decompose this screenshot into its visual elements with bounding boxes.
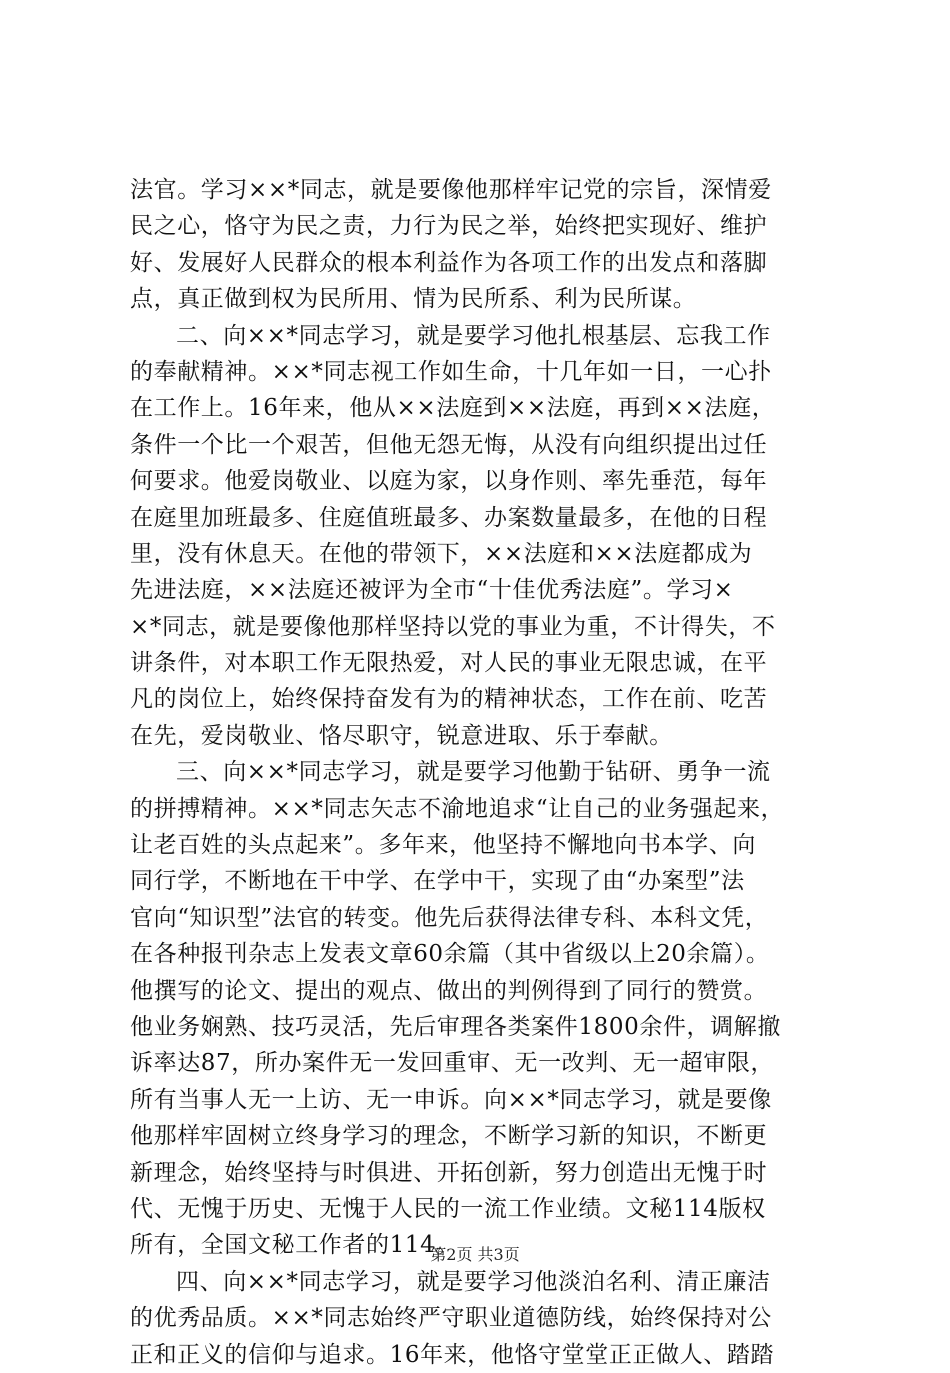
- text-line: ×*同志，就是要像他那样坚持以党的事业为重，不计得失，不: [130, 613, 776, 640]
- text-line: 何要求。他爱岗敬业、以庭为家，以身作则、率先垂范，每年: [130, 468, 768, 495]
- text-line: 在各种报刊杂志上发表文章60余篇（其中省级以上20余篇）。: [130, 941, 770, 968]
- text-line: 法官。学习××*同志，就是要像他那样牢记党的宗旨，深情爱: [130, 177, 772, 203]
- text-line: 正和正义的信仰与追求。16年来，他恪守堂堂正正做人、踏踏: [130, 1341, 775, 1368]
- text-line: 讲条件，对本职工作无限热爱，对人民的事业无限忠诚，在平: [130, 650, 768, 677]
- text-line: 他撰写的论文、提出的观点、做出的判例得到了同行的赞赏。: [130, 977, 768, 1004]
- text-line: 官向“知识型”法官的转变。他先后获得法律专科、本科文凭，: [130, 904, 769, 931]
- text-line: 所有，全国文秘工作者的114。: [130, 1232, 459, 1259]
- page-number-footer: 第2页 共3页: [430, 1245, 520, 1264]
- document-body: [130, 172, 830, 1373]
- text-line: 诉率达87，所办案件无一发回重审、无一改判、无一超审限，: [130, 1050, 775, 1077]
- text-line: 他那样牢固树立终身学习的理念，不断学习新的知识，不断更: [130, 1123, 768, 1150]
- paragraph-start-line: 四、向××*同志学习，就是要学习他淡泊名利、清正廉洁: [176, 1268, 771, 1295]
- text-line: 先进法庭，××法庭还被评为全市“十佳优秀法庭”。学习×: [130, 577, 734, 604]
- text-line: 里，没有休息天。在他的带领下，××法庭和××法庭都成为: [130, 540, 753, 567]
- text-line: 凡的岗位上，始终保持奋发有为的精神状态，工作在前、吃苦: [130, 686, 768, 713]
- text-line: 好、发展好人民群众的根本利益作为各项工作的出发点和落脚: [130, 249, 768, 276]
- text-line: 新理念，始终坚持与时俱进、开拓创新，努力创造出无愧于时: [130, 1159, 768, 1186]
- text-line: 条件一个比一个艰苦，但他无怨无悔，从没有向组织提出过任: [130, 431, 768, 458]
- text-line: 民之心，恪守为民之责，力行为民之举，始终把实现好、维护: [130, 213, 768, 240]
- text-line: 的奉献精神。××*同志视工作如生命，十几年如一日，一心扑: [130, 358, 772, 385]
- text-line: 所有当事人无一上访、无一申诉。向××*同志学习，就是要像: [130, 1086, 772, 1113]
- text-line: 在庭里加班最多、住庭值班最多、办案数量最多，在他的日程: [130, 504, 768, 531]
- text-line: 的优秀品质。××*同志始终严守职业道德防线，始终保持对公: [130, 1305, 772, 1332]
- text-line: 同行学，不断地在干中学、在学中干，实现了由“办案型”法: [130, 868, 745, 895]
- text-line: 让老百姓的头点起来”。多年来，他坚持不懈地向书本学、向: [130, 832, 756, 859]
- paragraph-start-line: 二、向××*同志学习，就是要学习他扎根基层、忘我工作: [176, 322, 771, 349]
- text-line: 在先，爱岗敬业、恪尽职守，锐意进取、乐于奉献。: [130, 722, 673, 749]
- text-line: 他业务娴熟、技巧灵活，先后审理各类案件1800余件，调解撤: [130, 1013, 781, 1040]
- text-line: 代、无愧于历史、无愧于人民的一流工作业绩。文秘114版权: [130, 1195, 766, 1222]
- text-line: 在工作上。16年来，他从××法庭到××法庭，再到××法庭，: [130, 395, 776, 422]
- paragraph-start-line: 三、向××*同志学习，就是要学习他勤于钻研、勇争一流: [176, 759, 771, 786]
- text-line: 的拼搏精神。××*同志矢志不渝地追求“让自己的业务强起来，: [130, 795, 785, 822]
- text-line: 点，真正做到权为民所用、情为民所系、利为民所谋。: [130, 286, 697, 313]
